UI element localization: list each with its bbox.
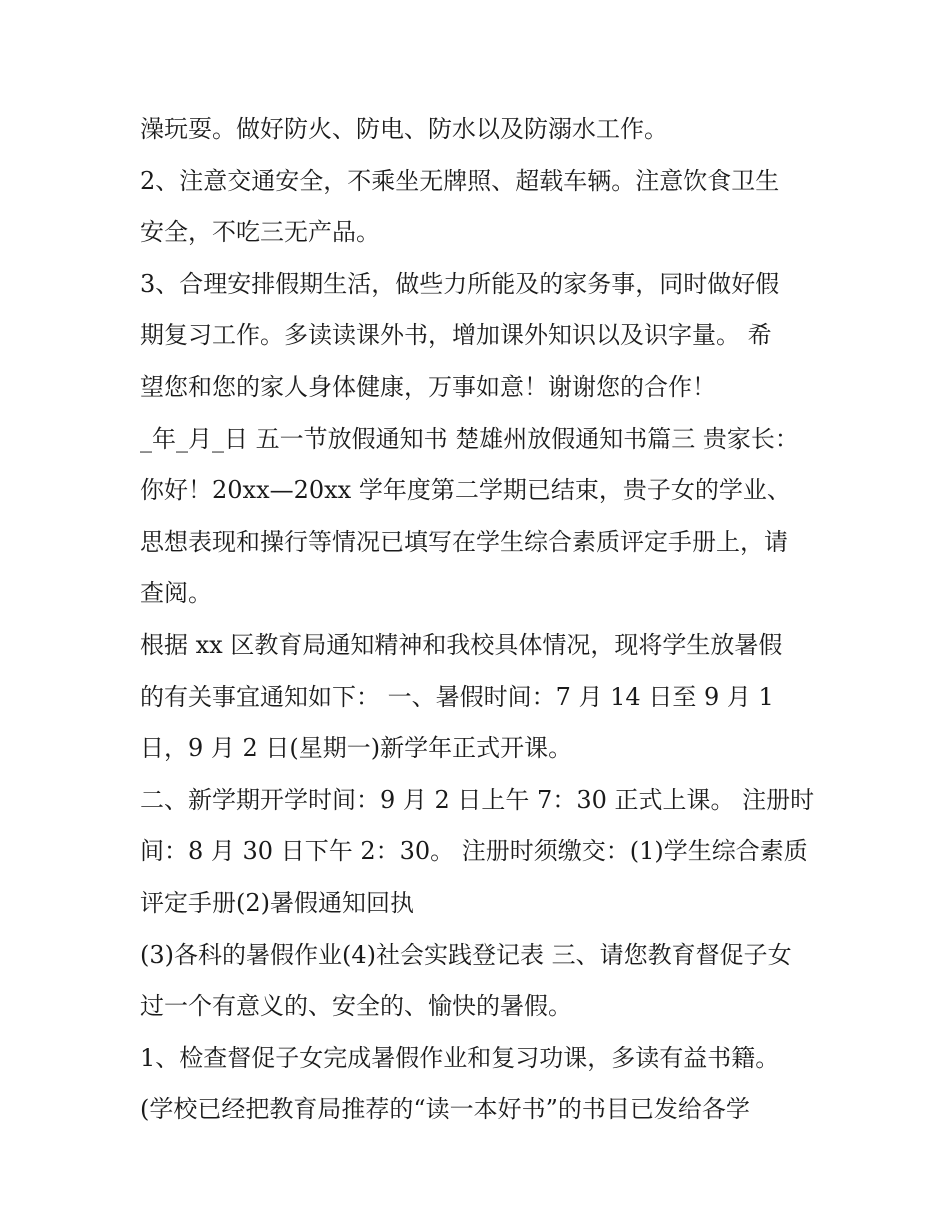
text-line: _年_月_日 五一节放假通知书 楚雄州放假通知书篇三 贵家长： — [140, 424, 799, 453]
text-line: 日，9 月 2 日(星期一)新学年正式开课。 — [140, 734, 573, 763]
text-line: 3、合理安排假期生活，做些力所能及的家务事，同时做好假 — [140, 269, 780, 298]
text-line: 安全，不吃三无产品。 — [140, 218, 380, 247]
text-line: 评定手册(2)暑假通知回执 — [140, 888, 414, 917]
text-line: 2、注意交通安全，不乘坐无牌照、超载车辆。注意饮食卫生 — [140, 166, 780, 195]
text-line: 澡玩耍。做好防火、防电、防水以及防溺水工作。 — [140, 115, 668, 143]
text-line: (学校已经把教育局推荐的“读一本好书”的书目已发给各学 — [140, 1095, 750, 1124]
text-line: 二、新学期开学时间：9 月 2 日上午 7：30 正式上课。 注册时 — [140, 785, 815, 814]
text-line: 根据 xx 区教育局通知精神和我校具体情况，现将学生放暑假 — [140, 630, 783, 659]
text-line: 查阅。 — [140, 579, 212, 608]
text-line: 1、检查督促子女完成暑假作业和复习功课，多读有益书籍。 — [140, 1043, 780, 1072]
text-line: 思想表现和操行等情况已填写在学生综合素质评定手册上，请 — [140, 527, 788, 556]
text-line: 的有关事宜通知如下： 一、暑假时间：7 月 14 日至 9 月 1 — [140, 682, 774, 711]
text-line: (3)各科的暑假作业(4)社会实践登记表 三、请您教育督促子女 — [140, 940, 792, 969]
text-line: 望您和您的家人身体健康，万事如意！谢谢您的合作！ — [140, 372, 716, 401]
text-line: 你好！20xx—20xx 学年度第二学期已结束，贵子女的学业、 — [140, 476, 791, 505]
text-line: 期复习工作。多读读课外书，增加课外知识以及识字量。 希 — [140, 321, 772, 350]
document-body — [140, 104, 840, 1136]
text-line: 间：8 月 30 日下午 2：30。 注册时须缴交：(1)学生综合素质 — [140, 837, 808, 866]
text-line: 过一个有意义的、安全的、愉快的暑假。 — [140, 992, 572, 1021]
